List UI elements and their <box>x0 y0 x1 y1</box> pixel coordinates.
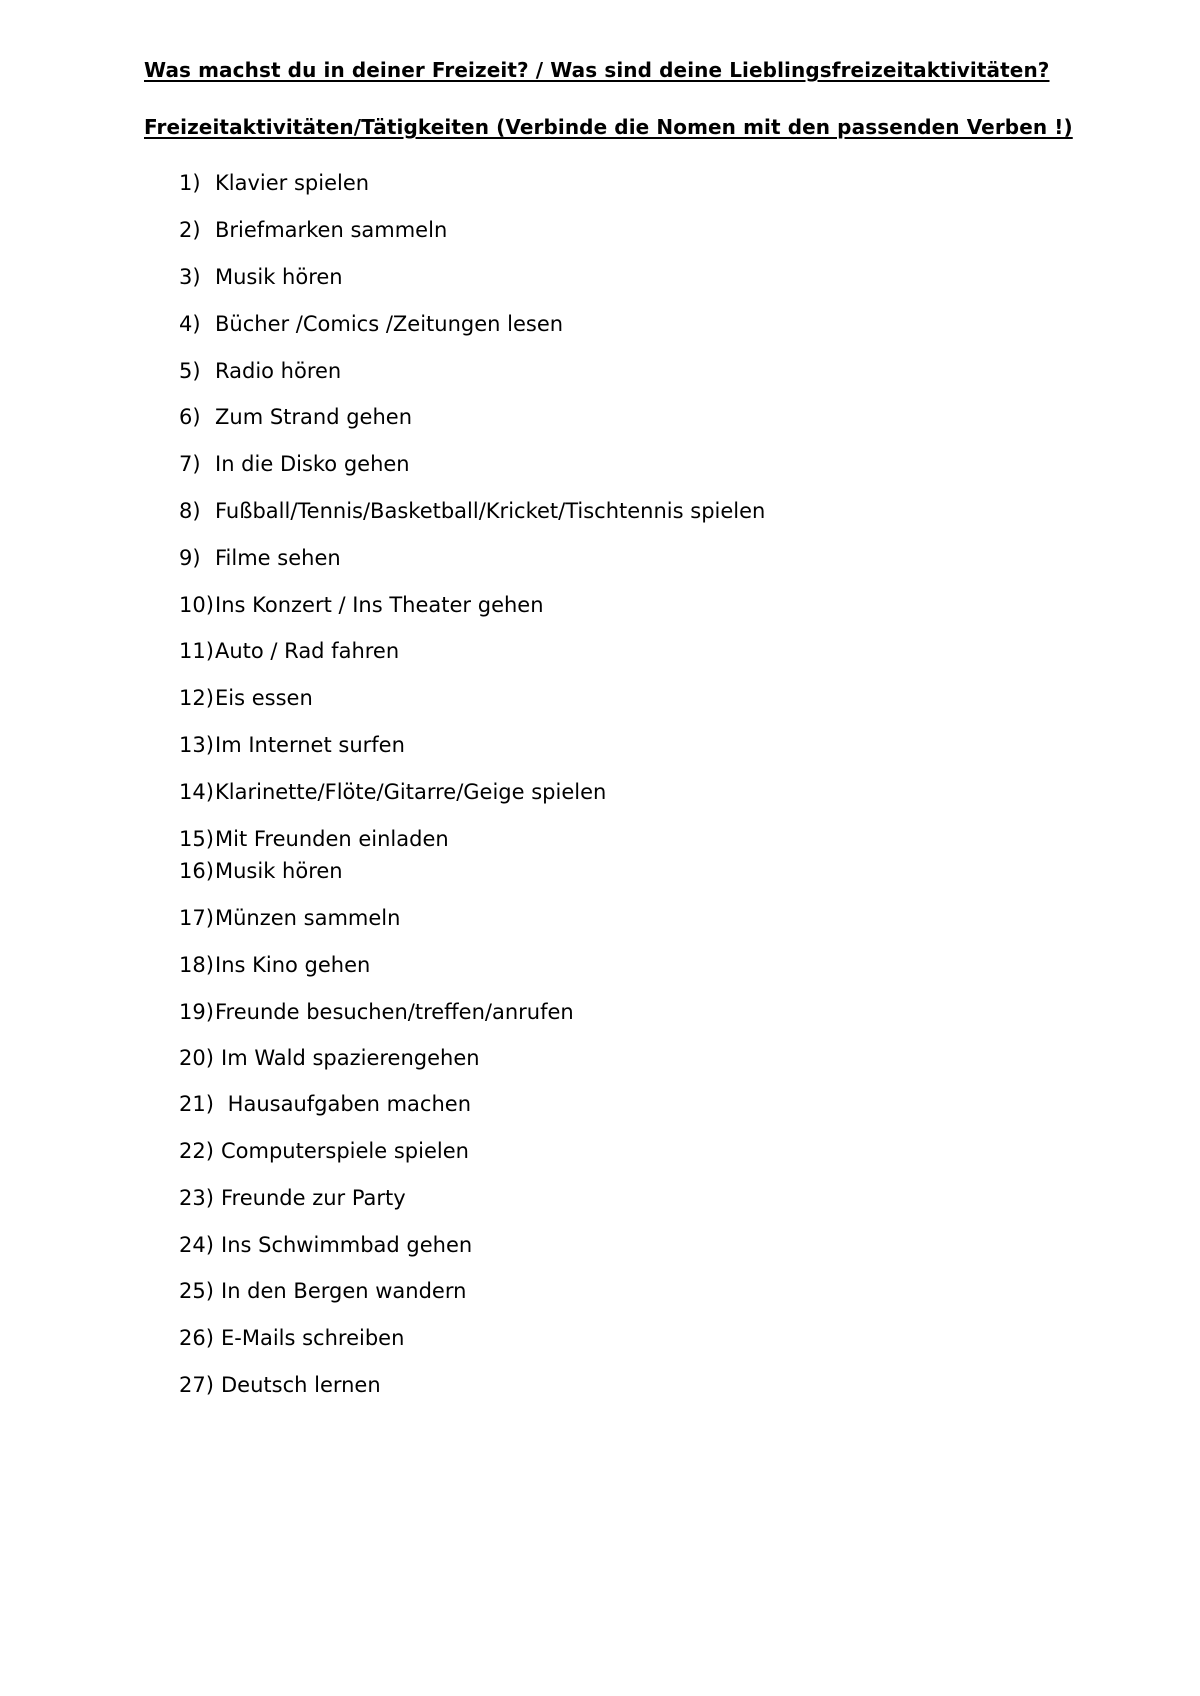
item-number: 15) <box>179 827 214 851</box>
item-number: 24) <box>179 1233 214 1257</box>
item-number: 13) <box>179 733 214 757</box>
item-text: Im Wald spazierengehen <box>221 1046 480 1070</box>
item-number: 20) <box>179 1046 214 1070</box>
item-number: 9) <box>179 546 201 570</box>
item-text: Deutsch lernen <box>221 1373 381 1397</box>
item-text: Computerspiele spielen <box>221 1139 469 1163</box>
item-number: 21) <box>179 1092 214 1116</box>
item-number: 6) <box>179 405 201 429</box>
item-text: Im Internet surfen <box>215 733 405 757</box>
item-number: 25) <box>179 1279 214 1303</box>
item-text: Mit Freunden einladen <box>215 827 449 851</box>
item-text: In die Disko gehen <box>215 452 410 476</box>
list-item <box>179 170 369 196</box>
list-item <box>179 779 606 805</box>
list-item <box>179 858 343 884</box>
item-text: Musik hören <box>215 265 343 289</box>
item-number: 3) <box>179 265 201 289</box>
list-item <box>179 1045 480 1071</box>
item-text: Musik hören <box>215 859 343 883</box>
item-text: Bücher /Comics /Zeitungen lesen <box>215 312 564 336</box>
list-item <box>179 545 341 571</box>
item-text: Radio hören <box>215 359 342 383</box>
item-number: 11) <box>179 639 214 663</box>
item-text: Fußball/Tennis/Basketball/Kricket/Tischtennis spielen <box>215 499 766 523</box>
item-number: 17) <box>179 906 214 930</box>
item-number: 10) <box>179 593 214 617</box>
item-text: Auto / Rad fahren <box>215 639 400 663</box>
list-item <box>179 1185 406 1211</box>
item-number: 16) <box>179 859 214 883</box>
list-item <box>179 311 563 337</box>
item-text: Ins Kino gehen <box>215 953 371 977</box>
list-item <box>179 732 405 758</box>
item-number: 14) <box>179 780 214 804</box>
list-item <box>179 264 343 290</box>
list-item <box>179 638 399 664</box>
item-text: Ins Konzert / Ins Theater gehen <box>215 593 544 617</box>
list-item <box>179 1091 471 1117</box>
section-subtitle: Freizeitaktivitäten/Tätigkeiten (Verbinde die Nomen mit den passenden Verben !) <box>144 115 1073 139</box>
list-item <box>179 1372 381 1398</box>
list-item <box>179 451 410 477</box>
list-item <box>179 999 574 1025</box>
list-item <box>179 358 341 384</box>
item-text: Ins Schwimmbad gehen <box>221 1233 473 1257</box>
list-item <box>179 1138 469 1164</box>
item-number: 23) <box>179 1186 214 1210</box>
page-title: Was machst du in deiner Freizeit? / Was sind deine Lieblingsfreizeitaktivitäten? <box>144 58 1050 82</box>
list-item <box>179 952 370 978</box>
list-item <box>179 592 544 618</box>
item-number: 22) <box>179 1139 214 1163</box>
item-number: 2) <box>179 218 201 242</box>
list-item <box>179 1325 404 1351</box>
list-item <box>179 1278 466 1304</box>
list-item <box>179 905 400 931</box>
item-text: Hausaufgaben machen <box>221 1092 472 1116</box>
item-text: Klarinette/Flöte/Gitarre/Geige spielen <box>215 780 607 804</box>
item-number: 27) <box>179 1373 214 1397</box>
item-text: Filme sehen <box>215 546 341 570</box>
item-number: 18) <box>179 953 214 977</box>
item-number: 8) <box>179 499 201 523</box>
item-number: 4) <box>179 312 201 336</box>
list-item <box>179 826 449 852</box>
item-number: 1) <box>179 171 201 195</box>
item-text: Klavier spielen <box>215 171 370 195</box>
item-text: Münzen sammeln <box>215 906 401 930</box>
item-text: Zum Strand gehen <box>215 405 412 429</box>
item-text: E-Mails schreiben <box>221 1326 405 1350</box>
list-item <box>179 404 412 430</box>
item-number: 5) <box>179 359 201 383</box>
item-text: Freunde besuchen/treffen/anrufen <box>215 1000 574 1024</box>
item-number: 19) <box>179 1000 214 1024</box>
list-item <box>179 1232 472 1258</box>
item-text: Eis essen <box>215 686 313 710</box>
item-number: 7) <box>179 452 201 476</box>
list-item <box>179 685 313 711</box>
item-text: Briefmarken sammeln <box>215 218 448 242</box>
item-text: In den Bergen wandern <box>221 1279 467 1303</box>
list-item <box>179 217 447 243</box>
list-item <box>179 498 765 524</box>
item-number: 26) <box>179 1326 214 1350</box>
item-text: Freunde zur Party <box>221 1186 406 1210</box>
item-number: 12) <box>179 686 214 710</box>
